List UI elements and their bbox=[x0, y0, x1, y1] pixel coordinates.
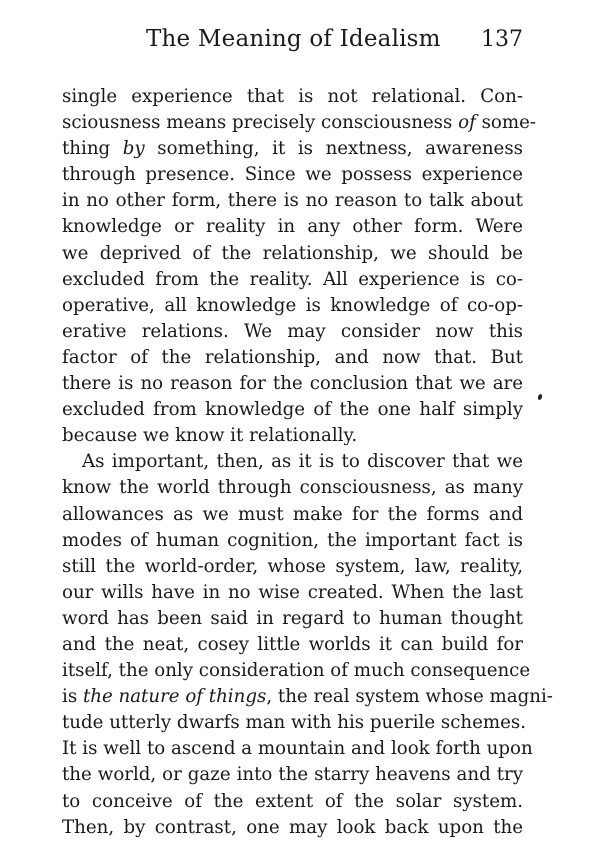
text-segment: excluded from knowledge of the one half simply bbox=[62, 399, 523, 421]
text-segment: something, it is nextness, awareness bbox=[144, 138, 523, 160]
text-segment: is bbox=[62, 686, 83, 708]
text-segment: factor of the relationship, and now that. But bbox=[62, 346, 523, 368]
text-line bbox=[62, 658, 531, 684]
text-line bbox=[62, 397, 523, 423]
text-line bbox=[62, 345, 523, 371]
text-segment: there is no reason for the conclusion that we are bbox=[62, 373, 523, 395]
text-segment: tude utterly dwarfs man with his puerile schemes. bbox=[62, 712, 526, 734]
italic-text: the nature of things bbox=[82, 686, 267, 708]
text-line bbox=[62, 371, 523, 397]
text-segment: to conceive of the extent of the solar system. bbox=[62, 790, 523, 812]
page-number: 137 bbox=[481, 27, 523, 52]
text-segment: still the world-order, whose system, law, reality, bbox=[62, 555, 523, 577]
text-line bbox=[62, 162, 523, 188]
text-segment: through presence. Since we possess experience bbox=[62, 164, 523, 186]
text-line bbox=[62, 528, 523, 554]
italic-text: of bbox=[458, 112, 476, 134]
text-line bbox=[62, 241, 523, 267]
text-line bbox=[62, 736, 533, 762]
text-line bbox=[62, 789, 523, 815]
text-line bbox=[62, 762, 523, 788]
text-line bbox=[62, 710, 526, 736]
text-segment: and the neat, cosey little worlds it can build for bbox=[62, 633, 523, 655]
running-head-title: The Meaning of Idealism bbox=[146, 26, 441, 52]
text-line bbox=[62, 815, 523, 841]
text-line bbox=[62, 684, 553, 710]
text-line bbox=[62, 632, 523, 658]
text-segment: in no other form, there is no reason to talk about bbox=[62, 190, 523, 212]
text-line bbox=[62, 423, 523, 449]
text-line bbox=[62, 580, 523, 606]
body-text bbox=[62, 84, 553, 841]
running-head bbox=[62, 26, 523, 60]
text-line bbox=[62, 84, 523, 110]
text-line bbox=[62, 214, 523, 240]
text-segment: know the world through consciousness, as many bbox=[62, 477, 523, 499]
text-line bbox=[62, 475, 523, 501]
italic-text: by bbox=[122, 138, 145, 160]
text-segment: we deprived of the relationship, we should be bbox=[62, 242, 523, 264]
text-segment: As important, then, as it is to discover that we bbox=[82, 451, 523, 473]
text-segment: Then, by contrast, one may look back upon the bbox=[62, 816, 523, 838]
text-segment: because we know it relationally. bbox=[62, 425, 358, 447]
text-line bbox=[62, 554, 523, 580]
text-segment: operative, all knowledge is knowledge of co-op- bbox=[62, 294, 523, 316]
text-segment: excluded from the reality. All experience is co- bbox=[62, 268, 523, 290]
text-line bbox=[62, 136, 523, 162]
text-line bbox=[62, 449, 523, 475]
text-line bbox=[62, 606, 523, 632]
text-segment: our wills have in no wise created. When the last bbox=[62, 581, 523, 603]
text-segment: allowances as we must make for the forms and bbox=[62, 503, 523, 525]
text-segment: , the real system whose magni- bbox=[266, 686, 553, 708]
text-line bbox=[62, 293, 523, 319]
text-segment: It is well to ascend a mountain and look forth upon bbox=[62, 738, 533, 760]
text-line bbox=[62, 188, 523, 214]
text-segment: itself, the only consideration of much consequence bbox=[62, 660, 531, 682]
ink-speck bbox=[537, 393, 543, 400]
text-segment: knowledge or reality in any other form. Were bbox=[62, 216, 523, 238]
text-segment: single experience that is not relational. Con- bbox=[62, 86, 523, 107]
text-segment: some- bbox=[475, 112, 537, 134]
text-segment: erative relations. We may consider now this bbox=[62, 320, 523, 342]
text-segment: modes of human cognition, the important fact is bbox=[62, 529, 523, 551]
text-segment: sciousness means precisely consciousness bbox=[62, 112, 459, 134]
text-segment: the world, or gaze into the starry heavens and try bbox=[62, 764, 523, 786]
text-line bbox=[62, 110, 537, 136]
text-line bbox=[62, 319, 523, 345]
text-segment: thing bbox=[62, 138, 123, 160]
text-line bbox=[62, 502, 523, 528]
text-segment: word has been said in regard to human thought bbox=[62, 607, 523, 629]
text-line bbox=[62, 267, 523, 293]
